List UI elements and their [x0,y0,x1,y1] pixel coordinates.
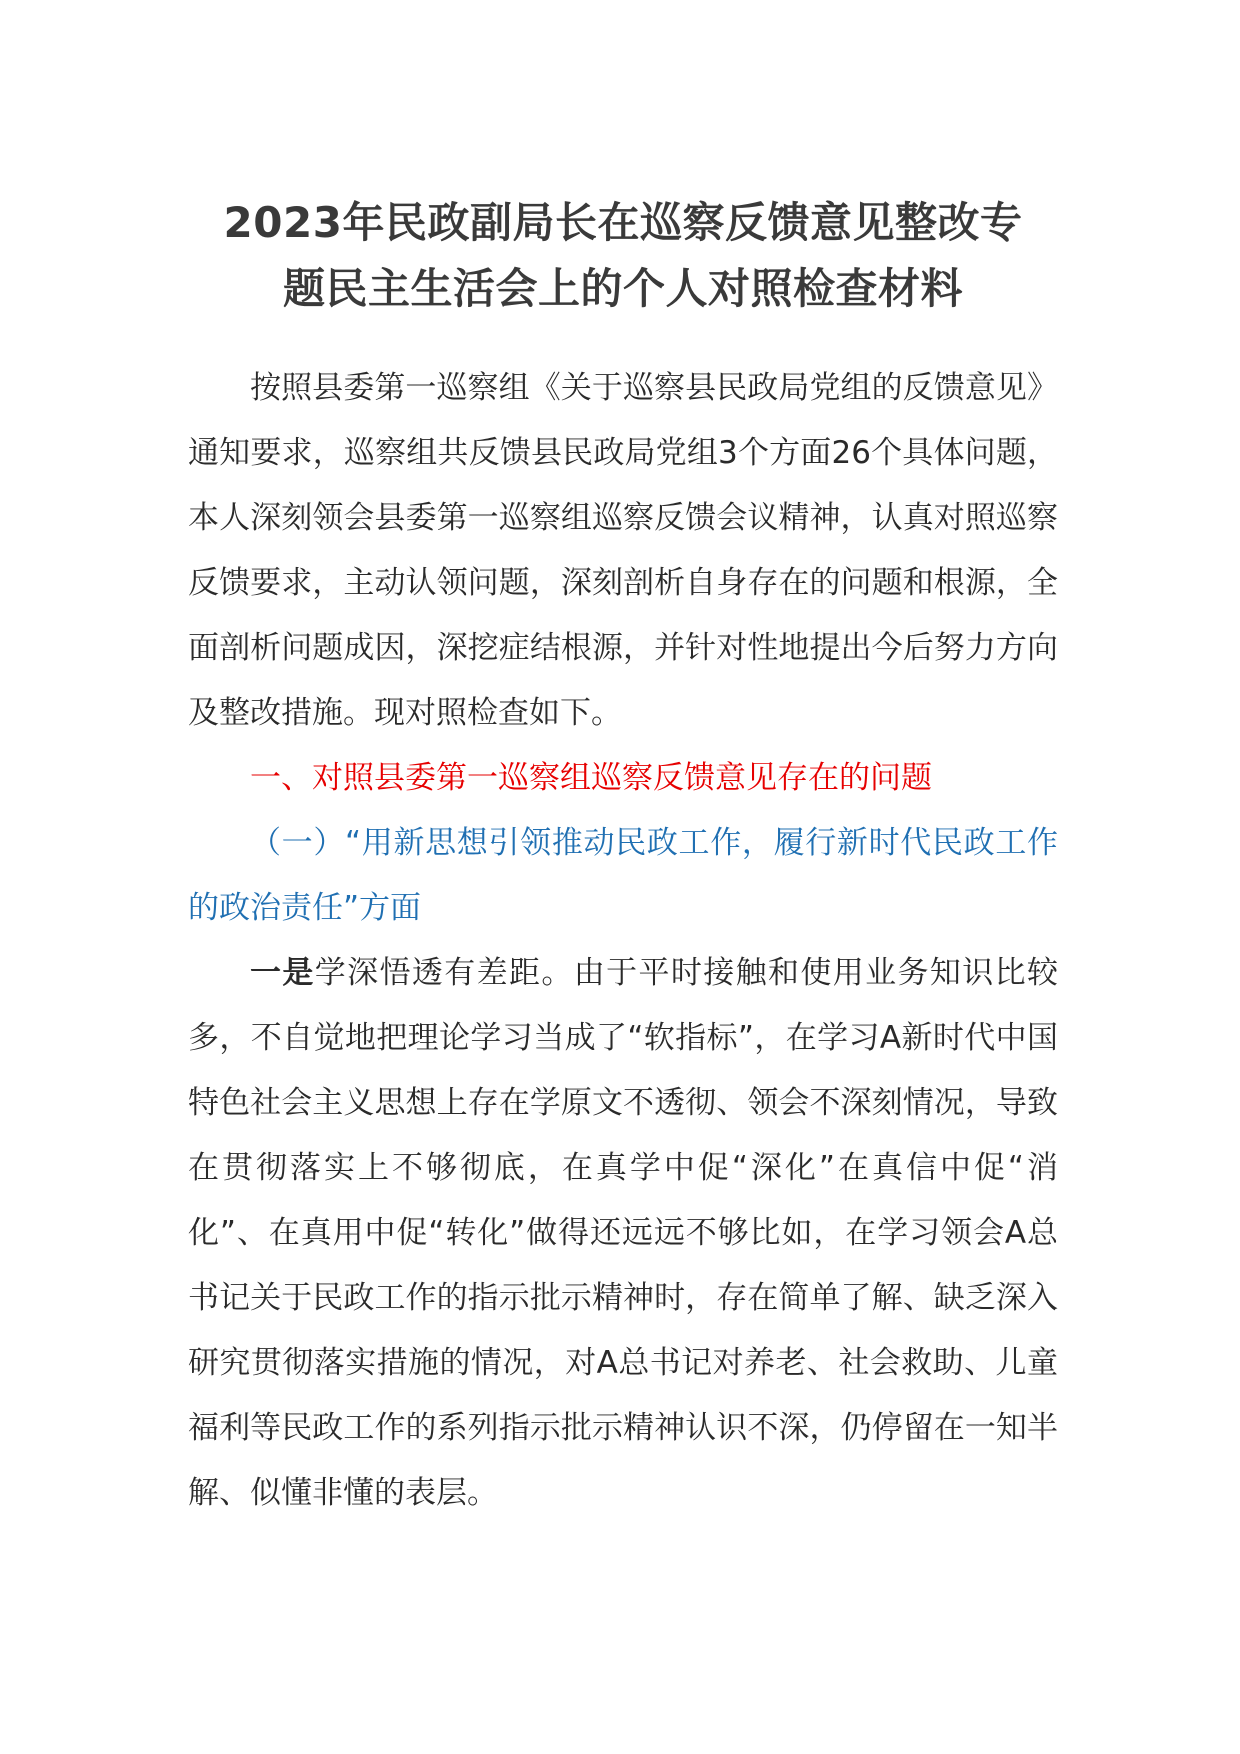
document-page [188,190,1058,1526]
section-heading-1: 一、对照县委第一巡察组巡察反馈意见存在的问题 [250,760,932,796]
intro-paragraph: 按照县委第一巡察组《关于巡察县民政局党组的反馈意见》通知要求，巡察组共反馈县民政局党组3个方面26个具体问题，本人深刻领会县委第一巡察组巡察反馈会议精神，认真对照巡察反馈要求，主动认领问题，深刻剖析自身存在的问题和根源，全面剖析问题成因，深挖症结根源，并针对性地提出今后努力方向及整改措施。现对照检查如下。 [188,370,1058,731]
title-line-1: 2023年民政副局长在巡察反馈意见整改专 [223,198,1023,247]
document-title [188,190,1058,322]
point-text: 学深悟透有差距。由于平时接触和使用业务知识比较多，不自觉地把理论学习当成了“软指标”，在学习A新时代中国特色社会主义思想上存在学原文不透彻、领会不深刻情况，导致在贯彻落实上不够彻底，在真学中促“深化”在真信中促“消化”、在真用中促“转化”做得还远远不够比如，在学习领会A总书记关于民政工作的指示批示精神时，存在简单了解、缺乏深入研究贯彻落实措施的情况，对A总书记对养老、社会救助、儿童福利等民政工作的系列指示批示精神认识不深，仍停留在一知半解、似懂非懂的表层。 [188,955,1058,1511]
point-lead: 一是 [250,955,315,991]
title-line-2: 题民主生活会上的个人对照检查材料 [282,264,963,313]
subsection-heading-1: （一）“用新思想引领推动民政工作，履行新时代民政工作的政治责任”方面 [188,825,1058,926]
point-paragraph-1 [188,941,1058,1526]
